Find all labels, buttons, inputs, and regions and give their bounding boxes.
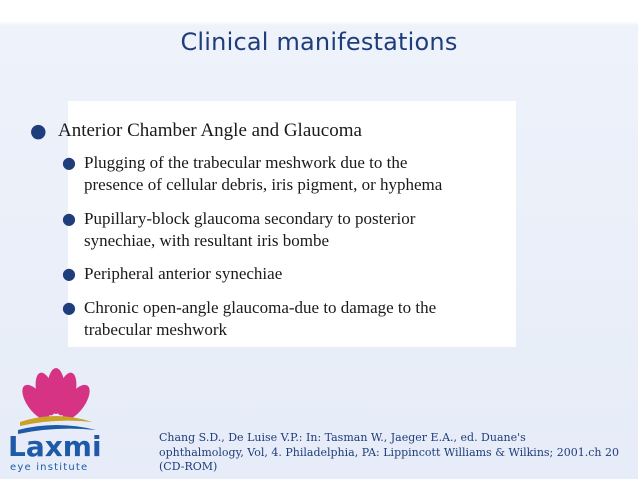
sub-bullet-4 (62, 297, 572, 341)
reference-citation (159, 431, 629, 475)
bullet-icon: ● (62, 298, 76, 317)
sub-bullet-1 (62, 152, 572, 196)
reference-line: Chang S.D., De Luise V.P.: In: Tasman W., Jaeger E.A., ed. Duane's (159, 431, 526, 444)
sub-bullet-text: Pupillary-block glaucoma secondary to posterior synechiae, with resultant iris bombe (84, 209, 416, 250)
reference-line: ophthalmology, Vol, 4. Philadelphia, PA: Lippincott Williams & Wilkins; 2001.ch 20 (159, 445, 619, 459)
main-bullet-text: Anterior Chamber Angle and Glaucoma (58, 120, 362, 141)
sub-bullet-text: Plugging of the trabecular meshwork due to the presence of cellular debris, iris pigment, or hyphema (84, 153, 443, 194)
bullet-icon: ● (62, 209, 76, 228)
main-bullet (30, 119, 362, 143)
bullet-icon: ● (62, 264, 76, 283)
reference-line: (CD-ROM) (159, 460, 218, 473)
sub-bullet-3 (62, 263, 572, 285)
slide-title: Clinical manifestations (180, 28, 458, 56)
bullet-icon: ● (62, 153, 76, 172)
sub-bullet-text: Chronic open-angle glaucoma-due to damage to the trabecular meshwork (84, 298, 437, 339)
logo-subtitle: eye institute (10, 462, 89, 473)
sub-bullet-text: Peripheral anterior synechiae (84, 264, 283, 283)
logo-text: Laxmi (8, 430, 102, 463)
sub-bullet-2 (62, 208, 572, 252)
bullet-icon: ● (30, 120, 47, 142)
